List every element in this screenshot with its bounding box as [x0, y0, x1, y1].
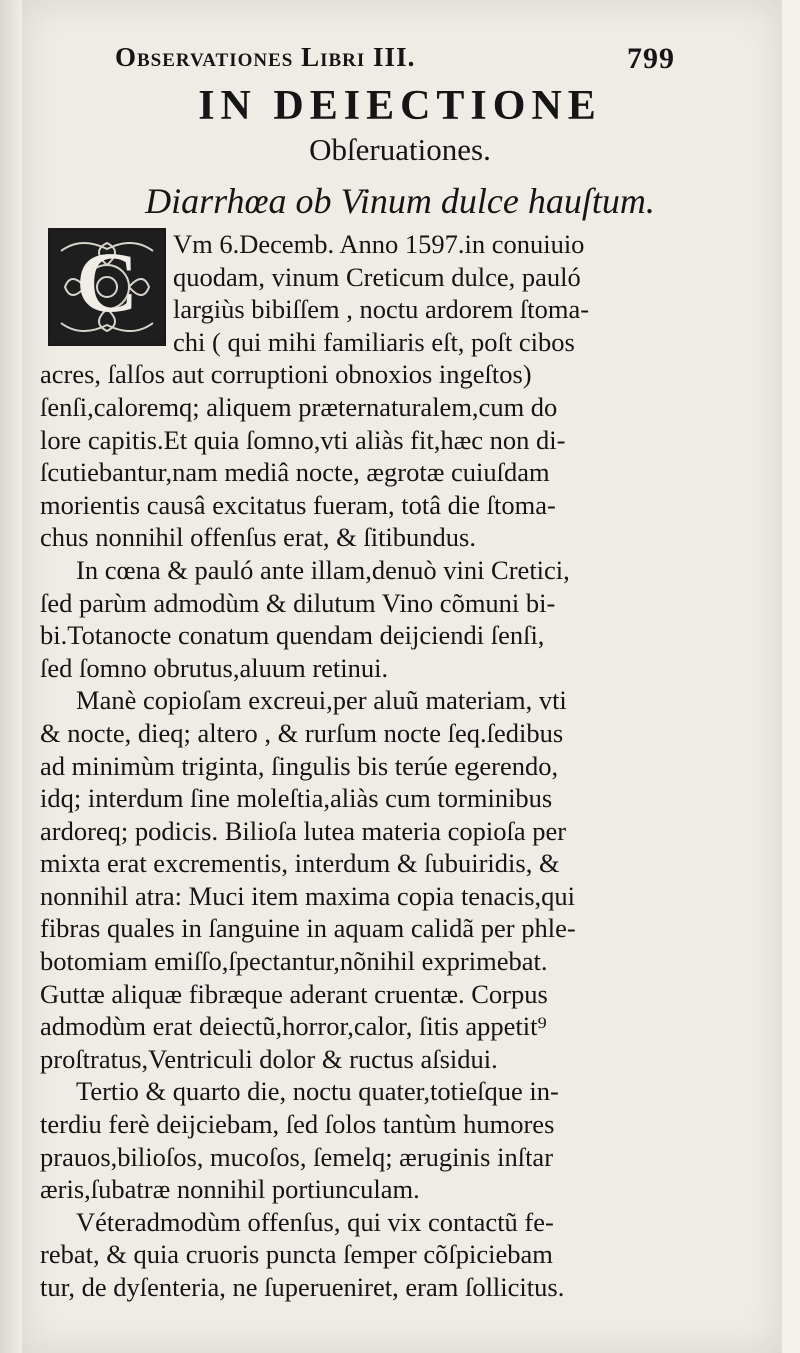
text-line: fibras quales in ſanguine in aquam calidã per phle- [40, 913, 576, 944]
text-line: tur, de dyſenteria, ne ſuperueniret, eram ſollicitus. [40, 1272, 565, 1302]
text-line: Tertio & quarto die, noctu quater,totieſque in- [76, 1076, 559, 1107]
text-line: Manè copioſam excreui,per aluũ materiam, vti [76, 685, 567, 716]
section-title: Diarrhœa ob Vinum dulce hauſtum. [145, 181, 655, 221]
text-line: acres, ſalſos aut corruptioni obnoxios ingeſtos) [40, 359, 532, 390]
paragraph-4 [40, 1075, 665, 1205]
text-line: ſed parùm admodùm & dilutum Vino cõmuni bi- [40, 587, 556, 618]
text-line: æris,ſubatræ nonnihil portiunculam. [40, 1174, 420, 1205]
text-line: chi ( qui mihi familiaris eſt, poſt cibos [173, 326, 575, 357]
text-line: lore capitis.Et quia ſomno,vti aliàs fit,hæc non di- [40, 424, 566, 455]
text-line: & nocte, dieq; altero , & rurſum nocte ſeq.ſedibus [40, 717, 564, 748]
text-line: largiùs bibiſſem , noctu ardorem ſtoma- [173, 294, 590, 325]
text-line: ſcutiebantur,nam mediâ nocte, ægrotæ cuiuſdam [40, 457, 550, 488]
text-line: Vm 6.Decemb. Anno 1597.in conuiuio [173, 229, 585, 259]
text-line: bi.Totanocte conatum quendam deijciendi ſenſi, [40, 620, 545, 651]
text-line: ſenſi,caloremq; aliquem præternaturalem,cum do [40, 391, 558, 422]
text-line: nonnihil atra: Muci item maxima copia tenacis,qui [40, 880, 576, 911]
paragraph-5 [40, 1206, 665, 1304]
text-line: ad minimùm triginta, ſingulis bis terúe egerendo, [40, 750, 559, 781]
paragraph-3 [40, 684, 665, 1075]
text-line: admodùm erat deiectũ,horror,calor, ſitis appetit⁹ [40, 1011, 547, 1042]
text-line: terdiu ferè deijciebam, ſed ſolos tantùm humores [40, 1109, 555, 1140]
text-line: ſed ſomno obrutus,aluum retinui. [40, 652, 389, 683]
text-line: idq; interdum ſine moleſtia,aliàs cum torminibus [40, 783, 553, 814]
text-line: botomiam emiſſo,ſpectantur,nõnihil exprimebat. [40, 946, 548, 977]
chapter-subheading: Obſeruationes. [309, 132, 491, 167]
text-line: morientis causâ excitatus fueram, totâ die ſtoma- [40, 489, 556, 520]
text-line: quodam, vinum Creticum dulce, pauló [173, 261, 581, 292]
running-head-title: Observationes Libri III. [115, 42, 416, 72]
paragraph-2 [40, 554, 665, 684]
text-line: In cœna & pauló ante illam,denuò vini Cretici, [76, 554, 570, 585]
svg-text:C: C [75, 234, 139, 330]
text-line: rebat, & quia cruoris puncta ſemper cõſpiciebam [40, 1239, 553, 1270]
text-line: mixta erat excrementis, interdum & ſubuiridis, & [40, 848, 560, 879]
text-line: ardoreq; podicis. Bilioſa lutea materia copioſa per [40, 815, 567, 846]
paragraph-1 [40, 228, 665, 554]
text-line: prauos,bilioſos, mucoſos, ſemelq; æruginis inſtar [40, 1141, 554, 1172]
text-line: proſtratus,Ventriculi dolor & ructus aſsidui. [40, 1043, 498, 1074]
text-line: chus nonnihil offenſus erat, & ſitibundus. [40, 522, 476, 553]
text-line: Guttæ aliquæ fibræque aderant cruentæ. Corpus [40, 978, 548, 1009]
page-number: 799 [627, 42, 675, 75]
chapter-heading: IN DEIECTIONE [198, 83, 602, 129]
body-text [40, 228, 665, 1304]
text-line: Véteradmodùm offenſus, qui vix contactũ fe- [76, 1206, 554, 1237]
running-head [115, 42, 675, 82]
